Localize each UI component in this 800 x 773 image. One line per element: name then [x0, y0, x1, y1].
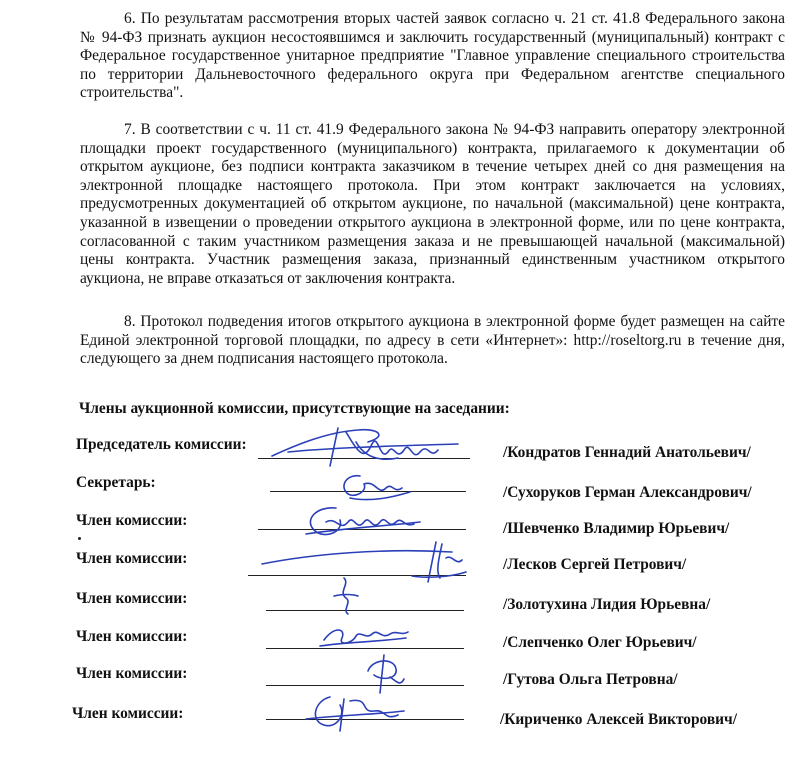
member-role: Член комиссии: — [76, 590, 188, 607]
member-role: Секретарь: — [76, 474, 156, 491]
commission-heading: Члены аукционной комиссии, присутствующие на заседании: — [79, 400, 510, 417]
member-name: /Слепченко Олег Юрьевич/ — [503, 634, 697, 651]
member-role: Член комиссии: — [76, 628, 188, 645]
member-row-zolotukhina — [0, 590, 800, 620]
member-name: /Сухоруков Герман Александрович/ — [503, 484, 752, 501]
member-role: Член комиссии: — [76, 512, 188, 529]
member-name: /Шевченко Владимир Юрьевич/ — [503, 520, 730, 537]
kirichenko-signature — [300, 691, 410, 735]
member-name: /Кондратов Геннадий Анатольевич/ — [503, 444, 751, 461]
member-row-leskov — [0, 550, 800, 580]
member-role: Член комиссии: — [76, 550, 188, 567]
paragraph-8: 8. Протокол подведения итогов открытого аукциона в электронной форме будет размещен на сайте Единой электронной торговой площадки, по адресу в сети «Интернет»: http://roseltorg.ru в течение дня, следующего за днем подписания настоящего протокола. — [80, 313, 785, 368]
member-role: Член комиссии: — [72, 705, 184, 722]
slepchenko-signature — [316, 620, 412, 654]
member-row-chairman — [0, 436, 800, 466]
member-role: Председатель комиссии: — [76, 436, 247, 453]
member-name: /Лесков Сергей Петрович/ — [503, 556, 687, 573]
paragraph-7: 7. В соответствии с ч. 11 ст. 41.9 Федерального закона № 94-ФЗ направить оператору электронной площадки проект государственного (муниципального) контракта, прилагаемого к документации об открытом аукционе, без подписи контракта заказчиком в течение четырех дней со дня размещения на электронной площадке настоящего протокола. При этом контракт заключается на условиях, предусмотренных документацией об открытом аукционе, по начальной (максимальной) цене контракта, указанной в извещении о проведении открытого аукциона в электронной форме, или по цене контракта, согласованной с таким участником размещения заказа и не превышающей начальной (максимальной) цены контракта. Участник размещения заказа, признанный единственным участником открытого аукциона, не вправе отказаться от заключения контракта. — [80, 121, 785, 287]
zolotukhina-signature — [326, 574, 366, 618]
member-name: /Кириченко Алексей Викторович/ — [500, 711, 738, 728]
member-row-kirichenko — [0, 705, 800, 735]
member-role: Член комиссии: — [76, 665, 188, 682]
member-name: /Гутова Ольга Петровна/ — [503, 671, 678, 688]
paragraph-6: 6. По результатам рассмотрения вторых частей заявок согласно ч. 21 ст. 41.8 Федерального закона № 94-ФЗ признать аукцион несостоявшимся и заключить государственный (муниципальный) контракт с Федеральное государственное унитарное предприятие "Главное управление специального строительства по территории Дальневосточного федерального округа при Федеральном агентстве специального строительства". — [80, 10, 785, 102]
member-name: /Золотухина Лидия Юрьевна/ — [503, 596, 711, 613]
